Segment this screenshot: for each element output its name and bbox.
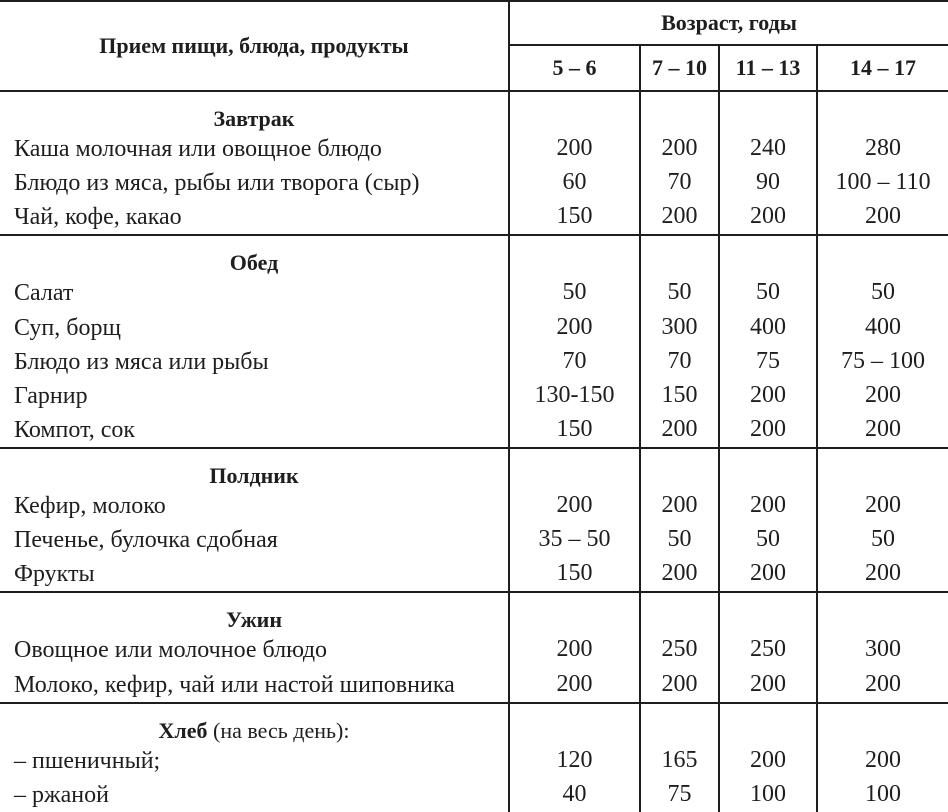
- cell-value: 200: [640, 557, 719, 592]
- cell-value: 50: [871, 526, 896, 553]
- table-row: [0, 633, 948, 667]
- cell-value: 200: [719, 200, 817, 235]
- row-label: Печенье, булочка сдобная: [0, 523, 509, 557]
- cell-value: 100 – 110: [835, 169, 931, 196]
- cell-value: 40: [509, 778, 640, 812]
- cell-value: 200: [640, 413, 719, 448]
- table-row: [0, 200, 948, 235]
- header-meal-column: Прием пищи, блюда, продукты: [0, 1, 509, 91]
- row-label: Суп, борщ: [0, 311, 509, 345]
- cell-value: 400: [865, 313, 902, 340]
- row-label: – пшеничный;: [0, 744, 509, 778]
- row-label: Чай, кофе, какао: [0, 200, 509, 235]
- section-title-snack: Полдник: [0, 448, 509, 489]
- cell-value: 60: [509, 166, 640, 200]
- cell-value: 200: [640, 668, 719, 703]
- section-title-dinner: Ужин: [0, 592, 509, 633]
- table-row: [0, 276, 948, 310]
- cell-value: 240: [719, 132, 817, 166]
- cell-value: 200: [817, 413, 948, 448]
- cell-value: 200: [817, 557, 948, 592]
- cell-value: 200: [719, 379, 817, 413]
- cell-value: 90: [719, 166, 817, 200]
- header-age-7-10: 7 – 10: [640, 45, 719, 91]
- cell-value: 165: [640, 744, 719, 778]
- cell-value: 150: [509, 557, 640, 592]
- cell-value: 200: [719, 489, 817, 523]
- row-label: Компот, сок: [0, 413, 509, 448]
- cell-value: 70: [509, 345, 640, 379]
- cell-value: 200: [817, 668, 948, 703]
- table-row: [0, 132, 948, 166]
- cell-value: 50: [640, 276, 719, 310]
- table-row: [0, 311, 948, 345]
- cell-value: 400: [719, 311, 817, 345]
- cell-value: 150: [509, 200, 640, 235]
- cell-value: 200: [509, 311, 640, 345]
- cell-value: 75 – 100: [841, 347, 926, 374]
- table-row: [0, 744, 948, 778]
- table-row: [0, 345, 948, 379]
- cell-value: 75: [719, 345, 817, 379]
- table-row: [0, 379, 948, 413]
- table-row: [0, 668, 948, 703]
- table-row: [0, 489, 948, 523]
- cell-value: 50: [719, 523, 817, 557]
- cell-value: 200: [640, 132, 719, 166]
- row-label: Гарнир: [0, 379, 509, 413]
- cell-value: 50: [871, 279, 896, 306]
- section-title-breakfast: Завтрак: [0, 91, 509, 132]
- cell-value: 100: [865, 780, 902, 807]
- row-label: Блюдо из мяса, рыбы или творога (сыр): [0, 166, 509, 200]
- table-row: [0, 778, 948, 812]
- cell-value: 200: [509, 132, 640, 166]
- table-row: [0, 166, 948, 200]
- section-title-lunch: Обед: [0, 235, 509, 276]
- section-title-bread: [0, 703, 509, 744]
- row-label: Блюдо из мяса или рыбы: [0, 345, 509, 379]
- cell-value: 200: [509, 668, 640, 703]
- cell-value: 200: [719, 413, 817, 448]
- cell-value: 280: [865, 135, 902, 161]
- cell-value: 200: [719, 557, 817, 592]
- header-age-11-13: 11 – 13: [719, 45, 817, 91]
- row-label: Овощное или молочное блюдо: [0, 633, 509, 667]
- cell-value: 70: [640, 345, 719, 379]
- cell-value: 200: [865, 492, 902, 518]
- header-age-5-6: 5 – 6: [509, 45, 640, 91]
- cell-value: 35 – 50: [509, 523, 640, 557]
- cell-value: 200: [865, 381, 902, 408]
- cell-value: 120: [509, 744, 640, 778]
- row-label: Молоко, кефир, чай или настой шиповника: [0, 668, 509, 703]
- cell-value: 200: [509, 633, 640, 667]
- cell-value: 150: [509, 413, 640, 448]
- cell-value: 200: [640, 200, 719, 235]
- cell-value: 150: [640, 379, 719, 413]
- cell-value: 250: [640, 633, 719, 667]
- cell-value: 200: [719, 668, 817, 703]
- cell-value: 200: [865, 746, 902, 773]
- cell-value: 200: [640, 489, 719, 523]
- cell-value: 250: [719, 633, 817, 667]
- row-label: – ржаной: [0, 778, 509, 812]
- cell-value: 130-150: [509, 379, 640, 413]
- cell-value: 300: [640, 311, 719, 345]
- bread-title: Хлеб: [158, 717, 208, 743]
- bread-note: (на весь день):: [213, 717, 350, 743]
- header-age-group: Возраст, годы: [509, 1, 948, 45]
- cell-value: 200: [719, 744, 817, 778]
- row-label: Кефир, молоко: [0, 489, 509, 523]
- cell-value: 50: [509, 276, 640, 310]
- cell-value: 50: [640, 523, 719, 557]
- table-row: [0, 413, 948, 448]
- cell-value: 100: [719, 778, 817, 812]
- cell-value: 300: [865, 636, 902, 663]
- table-row: [0, 523, 948, 557]
- cell-value: 200: [817, 200, 948, 235]
- row-label: Каша молочная или овощное блюдо: [0, 132, 509, 166]
- table-row: [0, 557, 948, 592]
- header-age-14-17: 14 – 17: [817, 45, 948, 91]
- cell-value: 70: [640, 166, 719, 200]
- cell-value: 200: [509, 489, 640, 523]
- cell-value: 75: [640, 778, 719, 812]
- row-label: Фрукты: [0, 557, 509, 592]
- row-label: Салат: [0, 276, 509, 310]
- cell-value: 50: [719, 276, 817, 310]
